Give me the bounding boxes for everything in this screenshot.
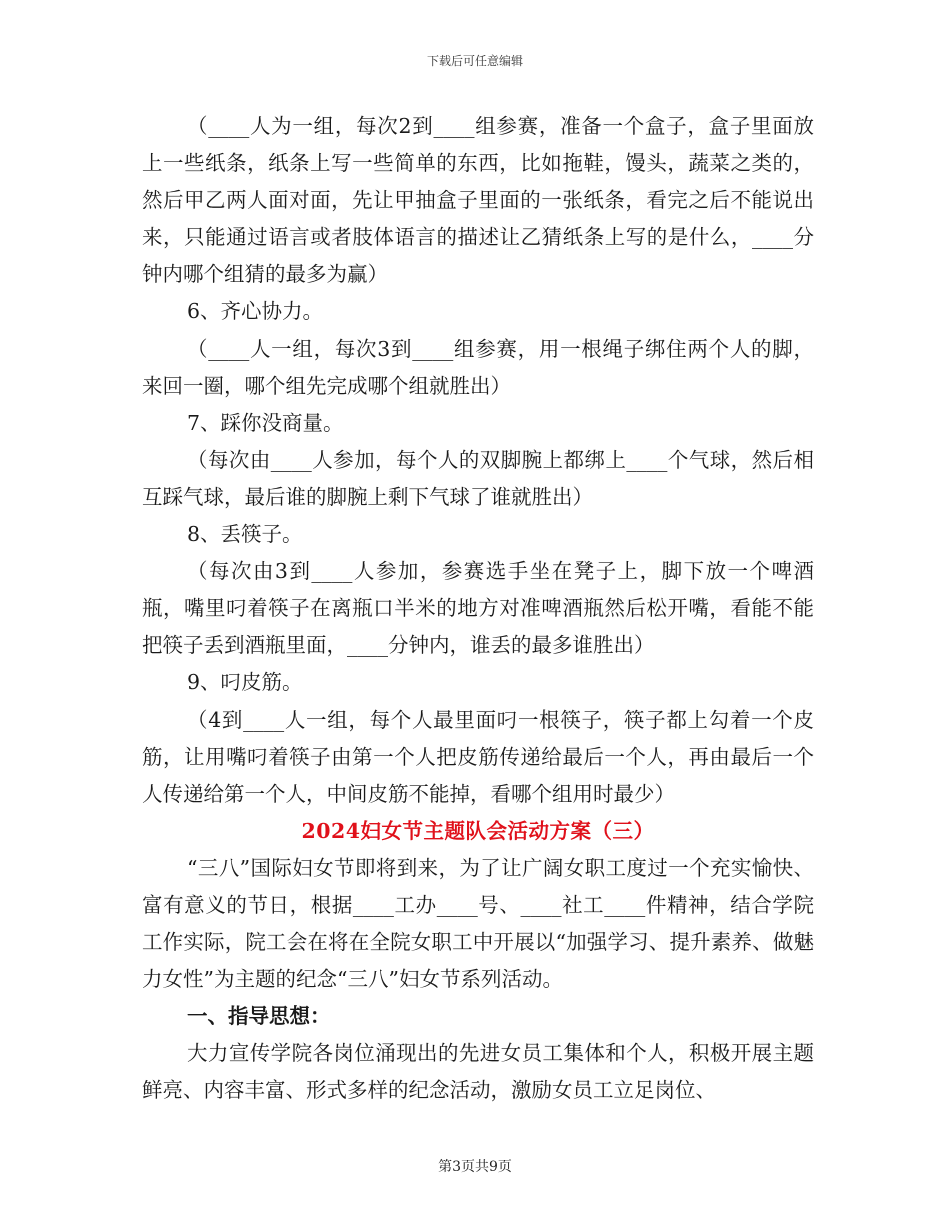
intro-paragraph: “三八”国际妇女节即将到来，为了让广阔女职工度过一个充实愉快、富有意义的节日，根据____工办____号、____社工____件精神，结合学院工作实际，院工会在将在全院女职工中开展以“加强学习、提升素养、做魅力女性”为主题的纪念“三八”妇女节系列活动。 xyxy=(142,855,814,992)
item-8-title: 8、丢筷子。 xyxy=(187,522,303,547)
item-6-title: 6、齐心协力。 xyxy=(187,299,324,324)
item-7-title: 7、踩你没商量。 xyxy=(187,410,344,435)
item-8-description: （每次由3到____人参加，参赛选手坐在凳子上，脚下放一个啤酒瓶，嘴里叼着筷子在离瓶口半米的地方对准啤酒瓶然后松开嘴，看能不能把筷子丢到酒瓶里面，____分钟内，谁丢的最多谁胜出） xyxy=(142,559,814,658)
document-body xyxy=(142,108,814,1110)
item-9-title: 9、叼皮筋。 xyxy=(187,670,303,695)
heading-guiding-ideology: 一、指导思想： xyxy=(187,1004,331,1029)
page-header-note: 下载后可任意编辑 xyxy=(426,54,523,68)
guiding-ideology-paragraph: 大力宣传学院各岗位涌现出的先进女员工集体和个人，积极开展主题鲜亮、内容丰富、形式多样的纪念活动，激励女员工立足岗位、 xyxy=(142,1041,814,1103)
paragraph-game-rules: （____人为一组，每次2到____组参赛，准备一个盒子，盒子里面放上一些纸条，纸条上写一些简单的东西，比如拖鞋，馒头，蔬菜之类的，然后甲乙两人面对面，先让甲抽盒子里面的一张纸条，看完之后不能说出来，只能通过语言或者肢体语言的描述让乙猜纸条上写的是什么，____分钟内哪个组猜的最多为赢） xyxy=(142,114,814,287)
page-number: 第3页共9页 xyxy=(438,1159,512,1175)
item-6-description: （____人一组，每次3到____组参赛，用一根绳子绑住两个人的脚，来回一圈，哪个组先完成哪个组就胜出） xyxy=(142,336,814,398)
item-9-description: （4到____人一组，每个人最里面叼一根筷子，筷子都上勾着一个皮筋，让用嘴叼着筷子由第一个人把皮筋传递给最后一个人，再由最后一个人传递给第一个人，中间皮筋不能掉，看哪个组用时最少） xyxy=(142,707,814,806)
item-7-description: （每次由____人参加，每个人的双脚腕上都绑上____个气球，然后相互踩气球，最后谁的脚腕上剩下气球了谁就胜出） xyxy=(142,447,814,509)
section-title: 2024妇女节主题队会活动方案（三） xyxy=(301,818,655,843)
